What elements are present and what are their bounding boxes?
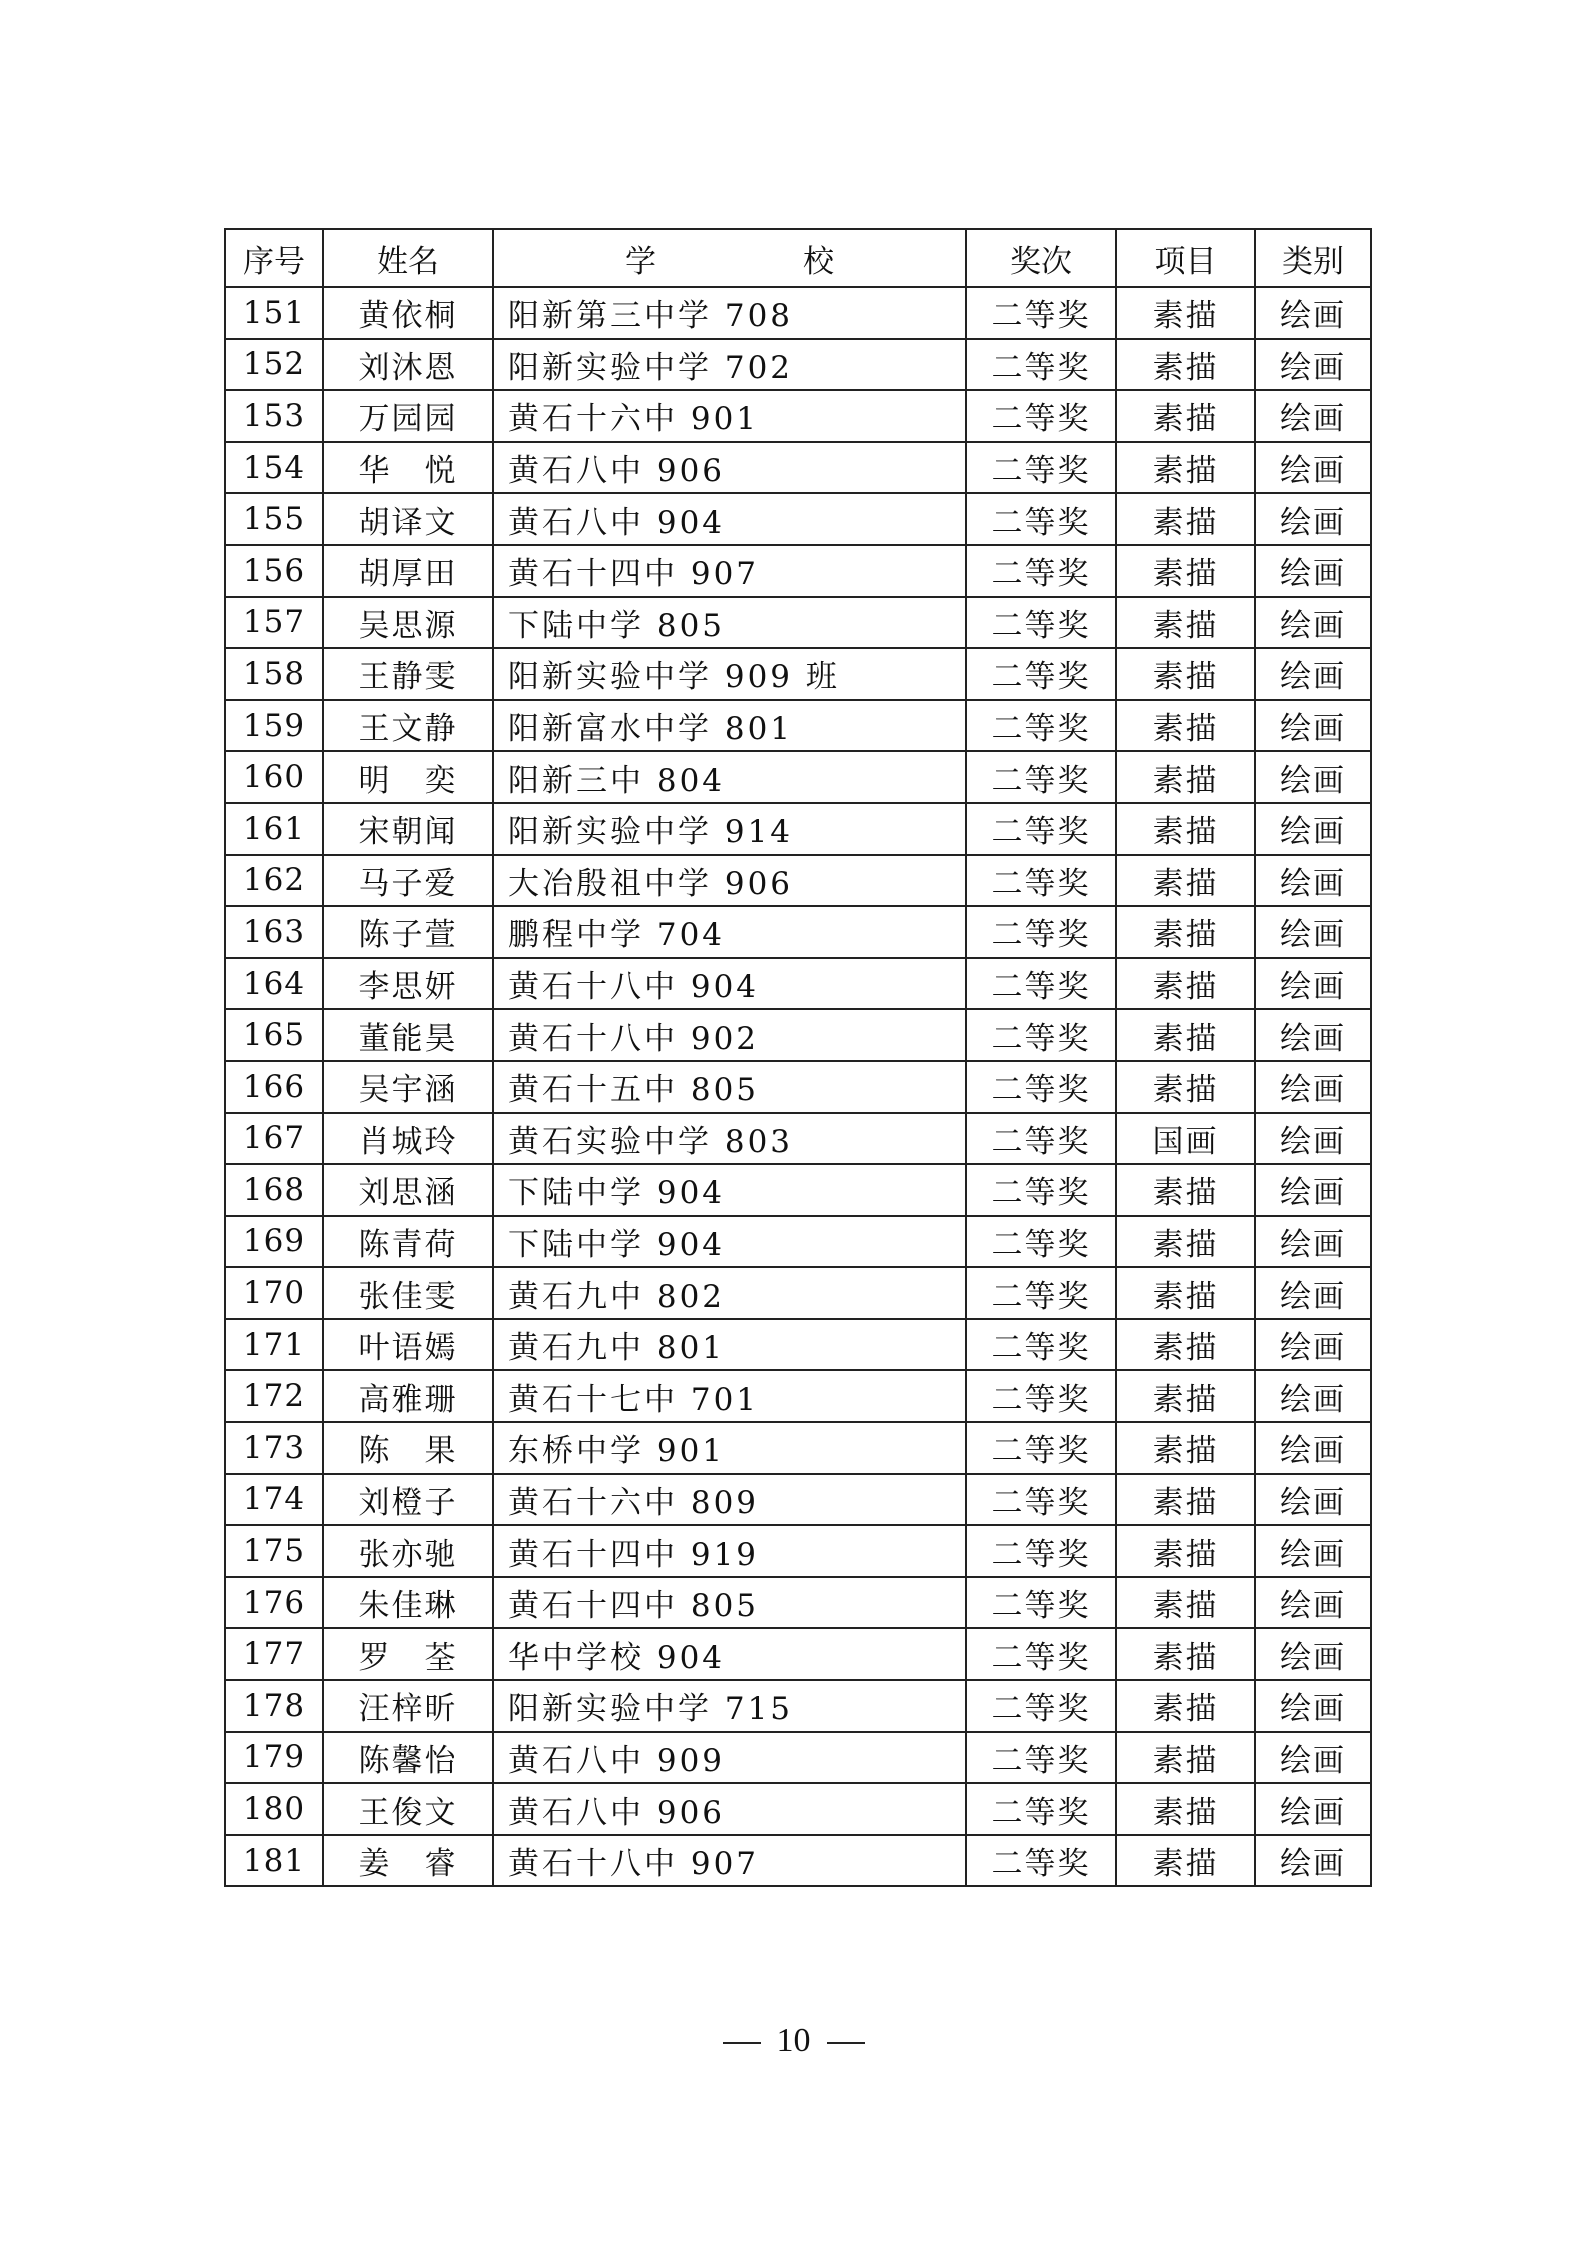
cell-category: 绘画: [1255, 339, 1371, 391]
cell-item: 素描: [1116, 1319, 1255, 1371]
cell-school: 下陆中学 904: [493, 1216, 966, 1268]
cell-category: 绘画: [1255, 493, 1371, 545]
cell-award: 二等奖: [966, 1009, 1116, 1061]
cell-index: 161: [225, 803, 323, 855]
cell-index: 178: [225, 1680, 323, 1732]
cell-item: 素描: [1116, 1422, 1255, 1474]
cell-school: 阳新实验中学 914: [493, 803, 966, 855]
cell-category: 绘画: [1255, 648, 1371, 700]
cell-award: 二等奖: [966, 493, 1116, 545]
cell-award: 二等奖: [966, 1577, 1116, 1629]
cell-name: 吴宇涵: [323, 1061, 493, 1113]
cell-index: 155: [225, 493, 323, 545]
cell-index: 158: [225, 648, 323, 700]
cell-school: 阳新实验中学 909 班: [493, 648, 966, 700]
cell-school: 黄石十四中 919: [493, 1525, 966, 1577]
cell-category: 绘画: [1255, 390, 1371, 442]
cell-item: 素描: [1116, 1732, 1255, 1784]
cell-index: 170: [225, 1267, 323, 1319]
cell-award: 二等奖: [966, 287, 1116, 339]
cell-category: 绘画: [1255, 1009, 1371, 1061]
header-category: 类别: [1255, 229, 1371, 287]
cell-category: 绘画: [1255, 1113, 1371, 1165]
cell-name: 姜 睿: [323, 1835, 493, 1887]
cell-item: 国画: [1116, 1113, 1255, 1165]
cell-item: 素描: [1116, 958, 1255, 1010]
table-row: [225, 287, 1371, 339]
cell-index: 180: [225, 1783, 323, 1835]
table-row: [225, 1474, 1371, 1526]
cell-item: 素描: [1116, 1216, 1255, 1268]
cell-award: 二等奖: [966, 545, 1116, 597]
cell-school: 黄石十六中 901: [493, 390, 966, 442]
cell-name: 吴思源: [323, 597, 493, 649]
cell-index: 162: [225, 855, 323, 907]
cell-index: 160: [225, 751, 323, 803]
cell-name: 汪梓昕: [323, 1680, 493, 1732]
cell-name: 陈子萱: [323, 906, 493, 958]
table-row: [225, 1525, 1371, 1577]
cell-category: 绘画: [1255, 700, 1371, 752]
table-row: [225, 1628, 1371, 1680]
cell-item: 素描: [1116, 803, 1255, 855]
cell-school: 黄石九中 801: [493, 1319, 966, 1371]
cell-school: 黄石八中 904: [493, 493, 966, 545]
cell-award: 二等奖: [966, 1061, 1116, 1113]
cell-item: 素描: [1116, 700, 1255, 752]
cell-index: 165: [225, 1009, 323, 1061]
cell-item: 素描: [1116, 1577, 1255, 1629]
cell-award: 二等奖: [966, 958, 1116, 1010]
cell-award: 二等奖: [966, 1113, 1116, 1165]
cell-name: 叶语嫣: [323, 1319, 493, 1371]
cell-school: 阳新三中 804: [493, 751, 966, 803]
table-row: [225, 855, 1371, 907]
cell-category: 绘画: [1255, 803, 1371, 855]
table-row: [225, 700, 1371, 752]
cell-category: 绘画: [1255, 545, 1371, 597]
table-row: [225, 597, 1371, 649]
cell-name: 陈馨怡: [323, 1732, 493, 1784]
cell-item: 素描: [1116, 751, 1255, 803]
table-row: [225, 545, 1371, 597]
cell-item: 素描: [1116, 1835, 1255, 1887]
cell-category: 绘画: [1255, 1267, 1371, 1319]
cell-award: 二等奖: [966, 597, 1116, 649]
cell-item: 素描: [1116, 287, 1255, 339]
header-row: [225, 229, 1371, 287]
cell-index: 181: [225, 1835, 323, 1887]
cell-category: 绘画: [1255, 1422, 1371, 1474]
cell-category: 绘画: [1255, 287, 1371, 339]
cell-school: 黄石八中 906: [493, 1783, 966, 1835]
awards-table: [224, 228, 1372, 1887]
table-row: [225, 1216, 1371, 1268]
cell-school: 黄石十六中 809: [493, 1474, 966, 1526]
cell-item: 素描: [1116, 1680, 1255, 1732]
cell-name: 罗 荃: [323, 1628, 493, 1680]
table-row: [225, 493, 1371, 545]
cell-award: 二等奖: [966, 1680, 1116, 1732]
header-school: 学 校: [493, 229, 966, 287]
table-row: [225, 751, 1371, 803]
cell-item: 素描: [1116, 1267, 1255, 1319]
cell-item: 素描: [1116, 1061, 1255, 1113]
cell-category: 绘画: [1255, 597, 1371, 649]
table-row: [225, 390, 1371, 442]
cell-award: 二等奖: [966, 1422, 1116, 1474]
cell-award: 二等奖: [966, 339, 1116, 391]
cell-school: 下陆中学 805: [493, 597, 966, 649]
cell-name: 陈 果: [323, 1422, 493, 1474]
cell-school: 黄石十四中 805: [493, 1577, 966, 1629]
cell-category: 绘画: [1255, 1628, 1371, 1680]
cell-name: 宋朝闻: [323, 803, 493, 855]
cell-award: 二等奖: [966, 1732, 1116, 1784]
cell-award: 二等奖: [966, 700, 1116, 752]
table-row: [225, 1732, 1371, 1784]
cell-index: 169: [225, 1216, 323, 1268]
table-row: [225, 1319, 1371, 1371]
cell-index: 175: [225, 1525, 323, 1577]
page-number-footer: [0, 2022, 1587, 2060]
cell-category: 绘画: [1255, 1370, 1371, 1422]
cell-item: 素描: [1116, 906, 1255, 958]
cell-school: 黄石十五中 805: [493, 1061, 966, 1113]
cell-school: 黄石八中 909: [493, 1732, 966, 1784]
cell-school: 华中学校 904: [493, 1628, 966, 1680]
cell-item: 素描: [1116, 855, 1255, 907]
cell-school: 阳新实验中学 702: [493, 339, 966, 391]
cell-name: 王俊文: [323, 1783, 493, 1835]
cell-name: 华 悦: [323, 442, 493, 494]
cell-name: 张佳雯: [323, 1267, 493, 1319]
table-row: [225, 906, 1371, 958]
cell-name: 马子爱: [323, 855, 493, 907]
cell-school: 东桥中学 901: [493, 1422, 966, 1474]
cell-category: 绘画: [1255, 906, 1371, 958]
table-row: [225, 1680, 1371, 1732]
cell-name: 高雅珊: [323, 1370, 493, 1422]
dash-left: [723, 2042, 761, 2044]
cell-item: 素描: [1116, 1628, 1255, 1680]
cell-school: 黄石十八中 902: [493, 1009, 966, 1061]
cell-name: 张亦驰: [323, 1525, 493, 1577]
cell-item: 素描: [1116, 442, 1255, 494]
table-row: [225, 803, 1371, 855]
table-row: [225, 1061, 1371, 1113]
cell-category: 绘画: [1255, 1783, 1371, 1835]
table-row: [225, 1783, 1371, 1835]
cell-index: 157: [225, 597, 323, 649]
cell-school: 黄石八中 906: [493, 442, 966, 494]
cell-item: 素描: [1116, 545, 1255, 597]
cell-category: 绘画: [1255, 1835, 1371, 1887]
cell-category: 绘画: [1255, 958, 1371, 1010]
cell-category: 绘画: [1255, 1061, 1371, 1113]
cell-index: 166: [225, 1061, 323, 1113]
cell-index: 173: [225, 1422, 323, 1474]
cell-category: 绘画: [1255, 1577, 1371, 1629]
cell-school: 黄石十八中 904: [493, 958, 966, 1010]
cell-category: 绘画: [1255, 442, 1371, 494]
cell-award: 二等奖: [966, 855, 1116, 907]
cell-category: 绘画: [1255, 1474, 1371, 1526]
cell-school: 黄石实验中学 803: [493, 1113, 966, 1165]
cell-name: 万园园: [323, 390, 493, 442]
cell-category: 绘画: [1255, 1216, 1371, 1268]
cell-index: 171: [225, 1319, 323, 1371]
page-number: 10: [776, 2022, 811, 2059]
cell-index: 163: [225, 906, 323, 958]
cell-award: 二等奖: [966, 1319, 1116, 1371]
cell-name: 陈青荷: [323, 1216, 493, 1268]
cell-index: 156: [225, 545, 323, 597]
table-row: [225, 958, 1371, 1010]
cell-index: 176: [225, 1577, 323, 1629]
header-award: 奖次: [966, 229, 1116, 287]
cell-school: 黄石十七中 701: [493, 1370, 966, 1422]
header-item: 项目: [1116, 229, 1255, 287]
cell-award: 二等奖: [966, 1474, 1116, 1526]
cell-school: 黄石十四中 907: [493, 545, 966, 597]
cell-school: 鹏程中学 704: [493, 906, 966, 958]
cell-item: 素描: [1116, 648, 1255, 700]
cell-award: 二等奖: [966, 390, 1116, 442]
cell-name: 王文静: [323, 700, 493, 752]
cell-index: 159: [225, 700, 323, 752]
cell-category: 绘画: [1255, 751, 1371, 803]
cell-award: 二等奖: [966, 1370, 1116, 1422]
cell-name: 黄依桐: [323, 287, 493, 339]
table-row: [225, 648, 1371, 700]
header-index: 序号: [225, 229, 323, 287]
cell-award: 二等奖: [966, 1164, 1116, 1216]
cell-item: 素描: [1116, 339, 1255, 391]
cell-school: 下陆中学 904: [493, 1164, 966, 1216]
table-row: [225, 1835, 1371, 1887]
table-row: [225, 1113, 1371, 1165]
cell-school: 阳新实验中学 715: [493, 1680, 966, 1732]
cell-index: 153: [225, 390, 323, 442]
cell-name: 刘思涵: [323, 1164, 493, 1216]
table-row: [225, 442, 1371, 494]
cell-award: 二等奖: [966, 906, 1116, 958]
cell-item: 素描: [1116, 1009, 1255, 1061]
table-row: [225, 1164, 1371, 1216]
table-row: [225, 339, 1371, 391]
table-row: [225, 1267, 1371, 1319]
cell-award: 二等奖: [966, 1525, 1116, 1577]
cell-index: 177: [225, 1628, 323, 1680]
cell-school: 阳新第三中学 708: [493, 287, 966, 339]
cell-name: 朱佳琳: [323, 1577, 493, 1629]
cell-name: 肖城玲: [323, 1113, 493, 1165]
cell-category: 绘画: [1255, 1732, 1371, 1784]
cell-item: 素描: [1116, 597, 1255, 649]
cell-category: 绘画: [1255, 1319, 1371, 1371]
table-row: [225, 1577, 1371, 1629]
cell-name: 明 奕: [323, 751, 493, 803]
cell-category: 绘画: [1255, 1164, 1371, 1216]
cell-category: 绘画: [1255, 1680, 1371, 1732]
dash-right: [827, 2042, 865, 2044]
cell-name: 胡译文: [323, 493, 493, 545]
table-row: [225, 1009, 1371, 1061]
cell-award: 二等奖: [966, 1835, 1116, 1887]
cell-item: 素描: [1116, 1783, 1255, 1835]
cell-item: 素描: [1116, 1525, 1255, 1577]
cell-index: 168: [225, 1164, 323, 1216]
cell-index: 174: [225, 1474, 323, 1526]
cell-award: 二等奖: [966, 803, 1116, 855]
cell-index: 154: [225, 442, 323, 494]
cell-award: 二等奖: [966, 648, 1116, 700]
cell-school: 黄石九中 802: [493, 1267, 966, 1319]
cell-item: 素描: [1116, 390, 1255, 442]
cell-index: 152: [225, 339, 323, 391]
cell-index: 172: [225, 1370, 323, 1422]
cell-award: 二等奖: [966, 1267, 1116, 1319]
cell-name: 董能昊: [323, 1009, 493, 1061]
cell-award: 二等奖: [966, 1628, 1116, 1680]
cell-school: 大冶殷祖中学 906: [493, 855, 966, 907]
table-body: [225, 287, 1371, 1886]
cell-award: 二等奖: [966, 442, 1116, 494]
cell-index: 151: [225, 287, 323, 339]
cell-name: 刘橙子: [323, 1474, 493, 1526]
cell-school: 黄石十八中 907: [493, 1835, 966, 1887]
cell-item: 素描: [1116, 1164, 1255, 1216]
cell-item: 素描: [1116, 1474, 1255, 1526]
cell-index: 179: [225, 1732, 323, 1784]
table-row: [225, 1370, 1371, 1422]
cell-name: 刘沐恩: [323, 339, 493, 391]
cell-category: 绘画: [1255, 1525, 1371, 1577]
cell-name: 胡厚田: [323, 545, 493, 597]
cell-name: 李思妍: [323, 958, 493, 1010]
cell-name: 王静雯: [323, 648, 493, 700]
table-row: [225, 1422, 1371, 1474]
cell-award: 二等奖: [966, 1783, 1116, 1835]
cell-index: 164: [225, 958, 323, 1010]
cell-award: 二等奖: [966, 751, 1116, 803]
cell-award: 二等奖: [966, 1216, 1116, 1268]
table-header: [225, 229, 1371, 287]
cell-index: 167: [225, 1113, 323, 1165]
cell-school: 阳新富水中学 801: [493, 700, 966, 752]
header-name: 姓名: [323, 229, 493, 287]
cell-item: 素描: [1116, 493, 1255, 545]
cell-category: 绘画: [1255, 855, 1371, 907]
cell-item: 素描: [1116, 1370, 1255, 1422]
